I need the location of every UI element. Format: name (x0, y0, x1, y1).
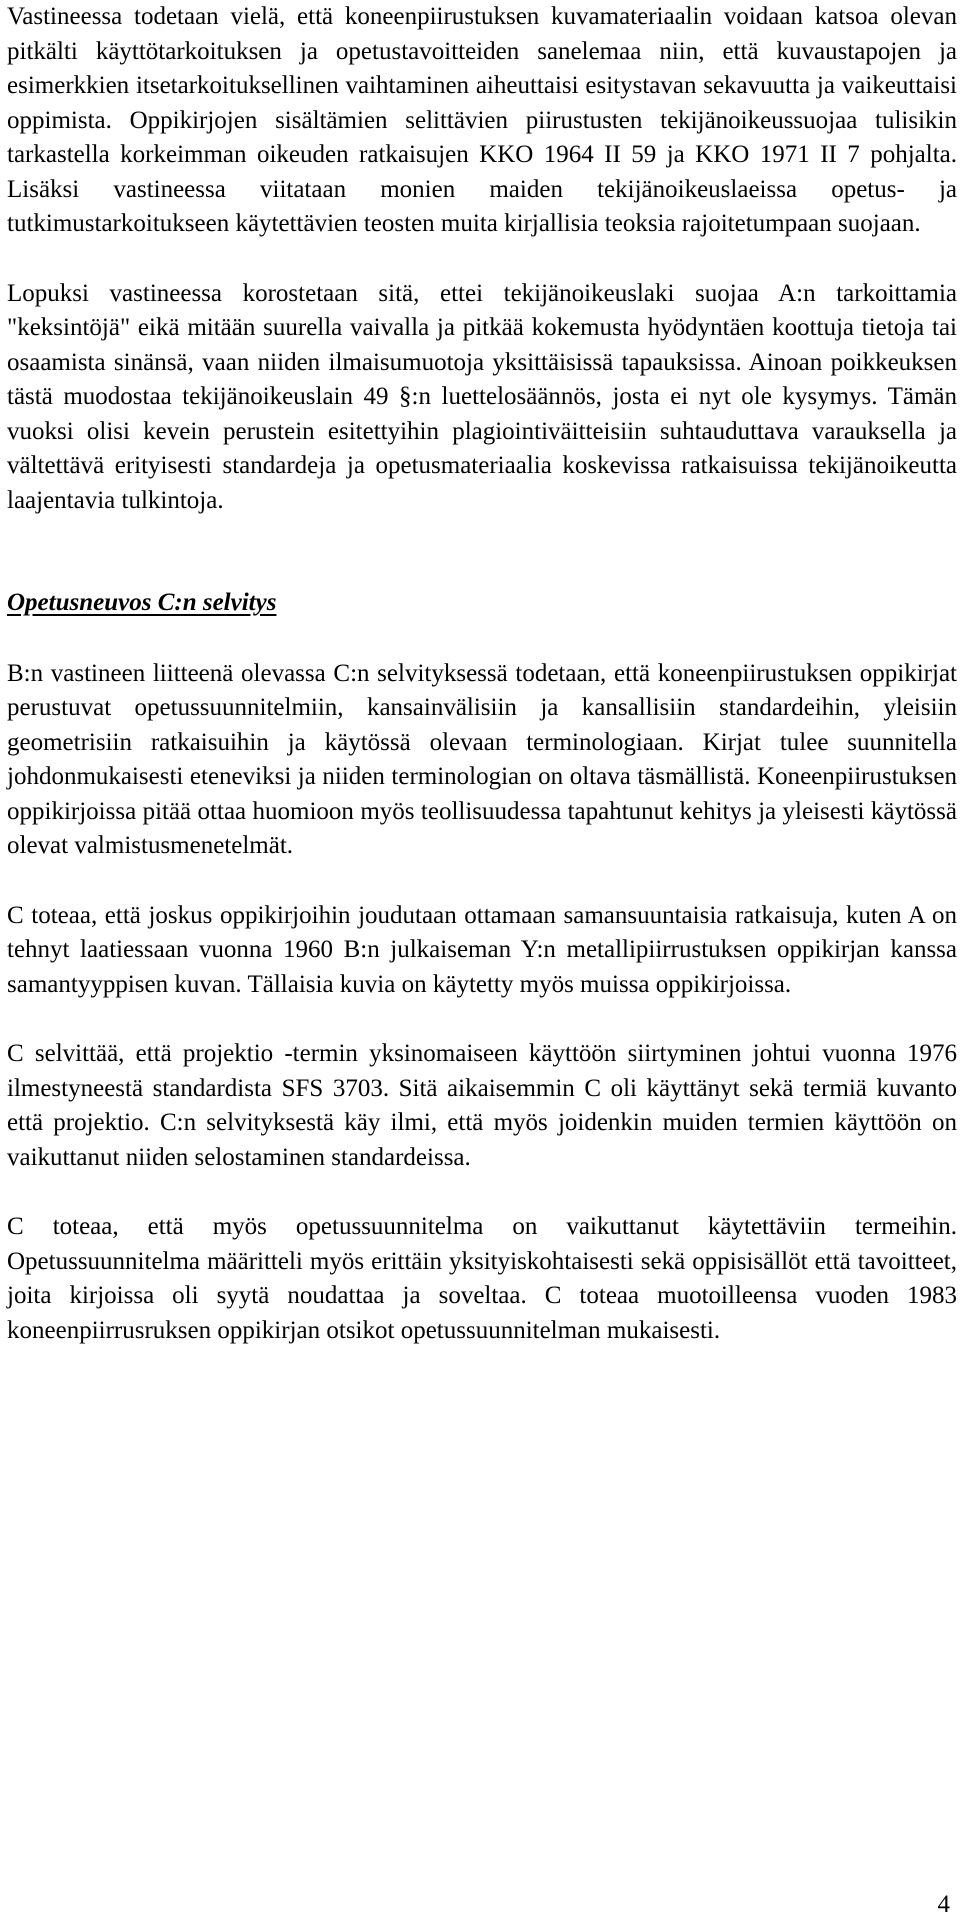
paragraph-selvitys-ratkaisut: C toteaa, että joskus oppikirjoihin joudutaan ottamaan samansuuntaisia ratkaisuja, kuten A on tehnyt laatiessaan vuonna 1960 B:n julkaiseman Y:n metallipiirrustuksen oppikirjan kanssa samantyyppisen kuvan. Tällaisia kuvia on käytetty myös muissa oppikirjoissa. (7, 901, 957, 998)
paragraph-selvitys-projektio: C selvittää, että projektio -termin yksinomaiseen käyttöön siirtyminen johtui vuonna 1976 ilmestyneestä standardista SFS 3703. Sitä aikaisemmin C oli käyttänyt sekä termiä kuvanto että projektio. C:n selvityksestä käy ilmi, että myös joidenkin muiden termien käyttöön on vaikuttanut niiden selostaminen standardeissa. (7, 1040, 957, 1171)
paragraph-selvitys-opetussuunnitelma: C toteaa, että myös opetussuunnitelma on vaikuttanut käytettäviin termeihin. Opetussuunnitelma määritteli myös erittäin yksityiskohtaisesti sekä oppisisällöt että tavoitteet, joita kirjoissa oli syytä noudattaa ja soveltaa. C toteaa muotoilleensa vuoden 1983 koneenpiirrusruksen oppikirjan otsikot opetussuunnitelman mukaisesti. (7, 1213, 957, 1344)
paragraph-vastine-kuvamateriaali: Vastineessa todetaan vielä, että koneenpiirustuksen kuvamateriaalin voidaan katsoa olevan pitkälti käyttötarkoituksen ja opetustavoitteiden sanelemaa niin, että kuvaustapojen ja esimerkkien itsetarkoituksellinen vaihtaminen aiheuttaisi esitystavan sekavuutta ja vaikeuttaisi oppimista. Oppikirjojen sisältämien selittävien piirustusten tekijänoikeussuojaa tulisikin tarkastella korkeimman oikeuden ratkaisujen KKO 1964 II 59 ja KKO 1971 II 7 pohjalta. Lisäksi vastineessa viitataan monien maiden tekijänoikeuslaeissa opetus- ja tutkimustarkoitukseen käytettävien teosten muita kirjallisia teoksia rajoitetumpaan suojaan. (7, 3, 957, 237)
paragraph-selvitys-oppikirjat: B:n vastineen liitteenä olevassa C:n selvityksessä todetaan, että koneenpiirustuksen oppikirjat perustuvat opetussuunnitelmiin, kansainvälisiin ja kansallisiin standardeihin, yleisiin geometrisiin ratkaisuihin ja käytössä olevaan terminologiaan. Kirjat tulee suunnitella johdonmukaisesti eteneviksi ja niiden terminologian on oltava täsmällistä. Koneenpiirustuksen oppikirjoissa pitää ottaa huomioon myös teollisuudessa tapahtunut kehitys ja yleisesti käytössä olevat valmistusmenetelmät. (7, 659, 957, 859)
paragraph-vastine-lopuksi: Lopuksi vastineessa korostetaan sitä, ettei tekijänoikeuslaki suojaa A:n tarkoittamia "keksintöjä" eikä mitään suurella vaivalla ja pitkää kokemusta hyödyntäen koottuja tietoja tai osaamista sinänsä, vaan niiden ilmaisumuotoja yksittäisissä tapauksissa. Ainoan poikkeuksen tästä muodostaa tekijänoikeuslain 49 §:n luettelosäännös, josta ei nyt ole kysymys. Tämän vuoksi olisi kevein perustein esitettyihin plagiointiväitteisiin suhtauduttava varauksella ja vältettävä erityisesti standardeja ja opetusmateriaalia koskevissa ratkaisuissa tekijänoikeutta laajentavia tulkintoja. (7, 279, 957, 514)
page-number: 4 (937, 1891, 950, 1918)
section-heading: Opetusneuvos C:n selvitys (7, 589, 277, 616)
document-page (7, 0, 957, 1348)
